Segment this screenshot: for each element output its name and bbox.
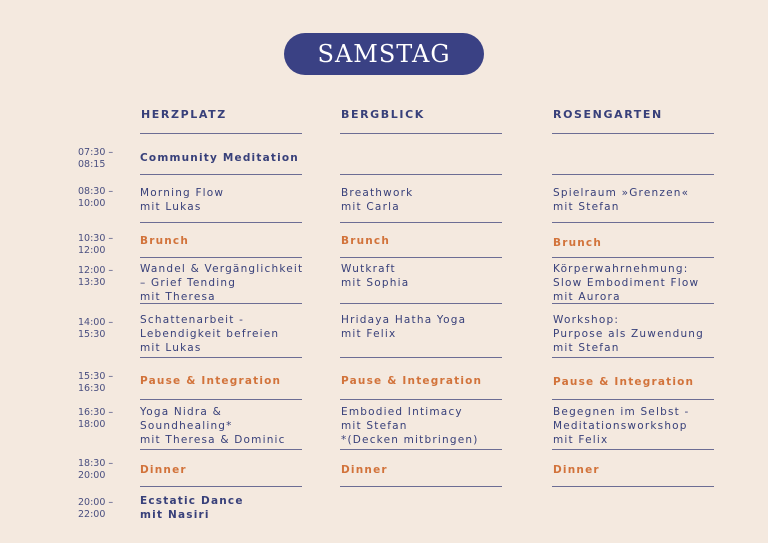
time-slot [78, 233, 113, 257]
session-line: Begegnen im Selbst - [553, 406, 690, 418]
session-rose-6 [553, 405, 689, 447]
session-herz-1 [140, 186, 224, 214]
session-line: mit Aurora [553, 291, 621, 303]
session-line: Schattenarbeit - [140, 314, 245, 326]
time-slot [78, 317, 113, 341]
time-start: 10:30 – [78, 233, 114, 244]
session-herz-8 [140, 494, 244, 522]
session-line: Spielraum »Grenzen« [553, 187, 690, 199]
time-slot [78, 407, 113, 431]
session-line: mit Lukas [140, 342, 202, 354]
time-end: 15:30 [78, 329, 106, 340]
session-line: mit Lukas [140, 201, 202, 213]
session-line: mit Theresa & Dominic [140, 434, 286, 446]
row-divider [140, 449, 302, 450]
row-divider [140, 133, 302, 134]
time-end: 22:00 [78, 509, 106, 520]
session-line: Pause & Integration [553, 376, 695, 388]
time-slot [78, 458, 113, 482]
time-start: 07:30 – [78, 147, 114, 158]
session-line: Purpose als Zuwendung [553, 328, 705, 340]
time-end: 12:00 [78, 245, 106, 256]
session-rose-1 [553, 186, 689, 214]
session-rose-3 [553, 262, 699, 304]
time-start: 14:00 – [78, 317, 114, 328]
time-start: 18:30 – [78, 458, 114, 469]
time-end: 08:15 [78, 159, 106, 170]
session-line: Workshop: [553, 314, 620, 326]
session-line: Wutkraft [341, 263, 396, 275]
row-divider [552, 399, 714, 400]
row-divider [552, 133, 714, 134]
row-divider [552, 257, 714, 258]
session-line: Slow Embodiment Flow [553, 277, 700, 289]
session-line: Körperwahrnehmung: [553, 263, 689, 275]
row-divider [340, 399, 502, 400]
row-divider [340, 486, 502, 487]
time-slot [78, 186, 113, 210]
session-herz-7 [140, 463, 187, 477]
session-line: mit Nasiri [140, 509, 210, 521]
time-start: 12:00 – [78, 265, 114, 276]
time-slot [78, 371, 113, 395]
row-divider [140, 357, 302, 358]
row-divider [140, 174, 302, 175]
session-herz-6 [140, 405, 286, 447]
time-start: 15:30 – [78, 371, 114, 382]
time-start: 08:30 – [78, 186, 114, 197]
session-line: Ecstatic Dance [140, 495, 244, 507]
row-divider [140, 222, 302, 223]
session-rose-5 [553, 375, 694, 389]
time-slot [78, 147, 113, 171]
row-divider [552, 222, 714, 223]
time-end: 16:30 [78, 383, 106, 394]
session-line: Hridaya Hatha Yoga [341, 314, 467, 326]
row-divider [552, 449, 714, 450]
row-divider [340, 449, 502, 450]
session-berg-6 [341, 405, 479, 447]
time-end: 20:00 [78, 470, 106, 481]
session-line: Wandel & Vergänglichkeit [140, 263, 304, 275]
time-end: 13:30 [78, 277, 106, 288]
session-line: Breathwork [341, 187, 414, 199]
session-line: Meditationsworkshop [553, 420, 688, 432]
session-line: Brunch [553, 237, 603, 249]
day-title [284, 33, 484, 75]
session-rose-4 [553, 313, 704, 355]
time-end: 10:00 [78, 198, 106, 209]
time-slot [78, 265, 113, 289]
column-header-herzplatz: HERZPLATZ [141, 108, 227, 121]
session-herz-4 [140, 313, 279, 355]
session-berg-2 [341, 234, 390, 248]
row-divider [340, 222, 502, 223]
session-herz-2 [140, 234, 189, 248]
session-rose-2 [553, 236, 602, 250]
column-header-rosengarten: ROSENGARTEN [553, 108, 663, 121]
session-herz-3 [140, 262, 303, 304]
session-berg-5 [341, 374, 482, 388]
session-line: Pause & Integration [140, 375, 282, 387]
session-berg-7 [341, 463, 388, 477]
session-line: mit Stefan [553, 201, 620, 213]
session-line: Embodied Intimacy [341, 406, 463, 418]
session-herz-5 [140, 374, 281, 388]
session-line: *(Decken mitbringen) [341, 434, 479, 446]
row-divider [552, 357, 714, 358]
session-line: Soundhealing* [140, 420, 233, 432]
row-divider [552, 486, 714, 487]
session-line: Dinner [553, 464, 600, 476]
session-line: mit Carla [341, 201, 400, 213]
time-start: 20:00 – [78, 497, 114, 508]
session-line: mit Theresa [140, 291, 216, 303]
session-herz-0 [140, 151, 299, 165]
session-line: mit Stefan [553, 342, 620, 354]
session-line: Dinner [140, 464, 187, 476]
session-line: Yoga Nidra & [140, 406, 222, 418]
session-rose-7 [553, 463, 600, 477]
row-divider [340, 174, 502, 175]
row-divider [552, 174, 714, 175]
session-berg-3 [341, 262, 409, 290]
session-line: mit Felix [553, 434, 609, 446]
row-divider [340, 133, 502, 134]
row-divider [340, 357, 502, 358]
session-line: Brunch [341, 235, 391, 247]
session-line: Brunch [140, 235, 190, 247]
session-line: Morning Flow [140, 187, 225, 199]
session-line: Pause & Integration [341, 375, 483, 387]
time-start: 16:30 – [78, 407, 114, 418]
column-header-bergblick: BERGBLICK [341, 108, 425, 121]
day-title-text: SAMSTAG [317, 40, 451, 68]
row-divider [140, 486, 302, 487]
row-divider [340, 303, 502, 304]
time-end: 18:00 [78, 419, 106, 430]
time-slot [78, 497, 113, 521]
session-line: mit Sophia [341, 277, 410, 289]
row-divider [552, 303, 714, 304]
session-berg-4 [341, 313, 466, 341]
row-divider [140, 303, 302, 304]
session-line: – Grief Tending [140, 277, 237, 289]
row-divider [340, 257, 502, 258]
session-line: Community Meditation [140, 152, 299, 164]
session-line: mit Felix [341, 328, 397, 340]
row-divider [140, 257, 302, 258]
session-berg-1 [341, 186, 413, 214]
session-line: Dinner [341, 464, 388, 476]
row-divider [140, 399, 302, 400]
session-line: Lebendigkeit befreien [140, 328, 280, 340]
session-line: mit Stefan [341, 420, 408, 432]
